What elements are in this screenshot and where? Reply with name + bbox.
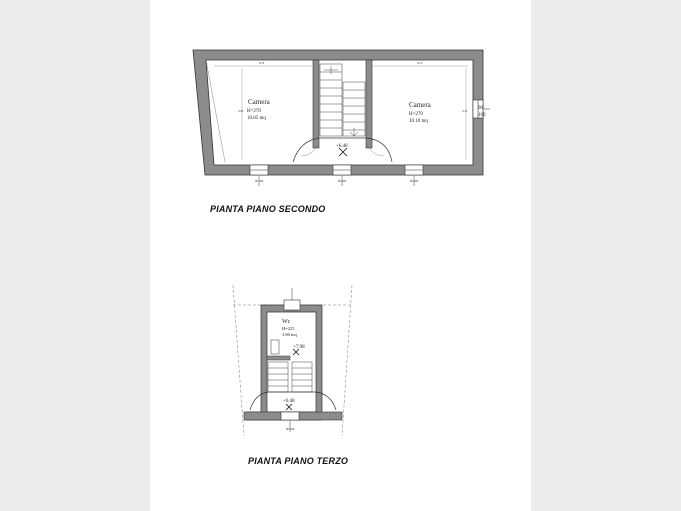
floor-3-plan bbox=[233, 285, 352, 436]
window-label-3: 90 160 bbox=[410, 179, 419, 183]
dim-left-side: 2.95 bbox=[238, 109, 244, 113]
dim-right-top: 4.15 bbox=[417, 61, 423, 65]
room-wc-name: Wc bbox=[282, 319, 291, 325]
dim-right-side: 2.15 bbox=[462, 109, 468, 113]
floor-3-partition bbox=[267, 356, 290, 360]
floor-3-top-window bbox=[284, 300, 300, 310]
room-left-height: H=270 bbox=[247, 109, 261, 114]
floor-2-landing-arc bbox=[293, 138, 392, 162]
floor-3-stair bbox=[268, 362, 312, 392]
floor-3-level-lower: +6.48 bbox=[283, 399, 295, 404]
room-right-area: 10.10 mq bbox=[409, 119, 428, 124]
window-right-height: 160 bbox=[478, 113, 486, 118]
floor-2-partition-right bbox=[366, 60, 372, 148]
window-label-1: 90 160 bbox=[255, 179, 264, 183]
room-left-name: Camera bbox=[248, 98, 270, 106]
room-left-area: 10.85 mq bbox=[247, 116, 266, 121]
floor-2-plan bbox=[193, 50, 490, 186]
room-right-name: Camera bbox=[409, 101, 431, 109]
floor-3-level-marker-lower bbox=[286, 404, 292, 410]
floor-3-level-upper: +7.98 bbox=[293, 345, 305, 350]
window-label-2: 90 160 bbox=[338, 179, 347, 183]
room-right-height: H=270 bbox=[409, 112, 423, 117]
window-right-width: 90 bbox=[478, 106, 483, 111]
floor-3-title: PIANTA PIANO TERZO bbox=[248, 456, 349, 466]
room-wc-height: H=225 bbox=[282, 326, 295, 331]
floor-3-window-label: 90 160 bbox=[286, 427, 295, 431]
floor-2-level-marker bbox=[339, 148, 347, 156]
floor-3-door bbox=[271, 340, 279, 354]
floor-2-walls bbox=[193, 50, 483, 175]
floor-2-title: PIANTA PIANO SECONDO bbox=[210, 204, 326, 214]
floor-2-stair bbox=[320, 64, 365, 136]
floor-2-level: +6.48 bbox=[336, 144, 348, 149]
room-wc-area: 3.80 mq bbox=[282, 332, 297, 337]
dim-left-top: 4.70 bbox=[259, 61, 265, 65]
floor-3-bottom-window bbox=[281, 412, 299, 420]
floor-2-partition-left bbox=[313, 60, 319, 148]
